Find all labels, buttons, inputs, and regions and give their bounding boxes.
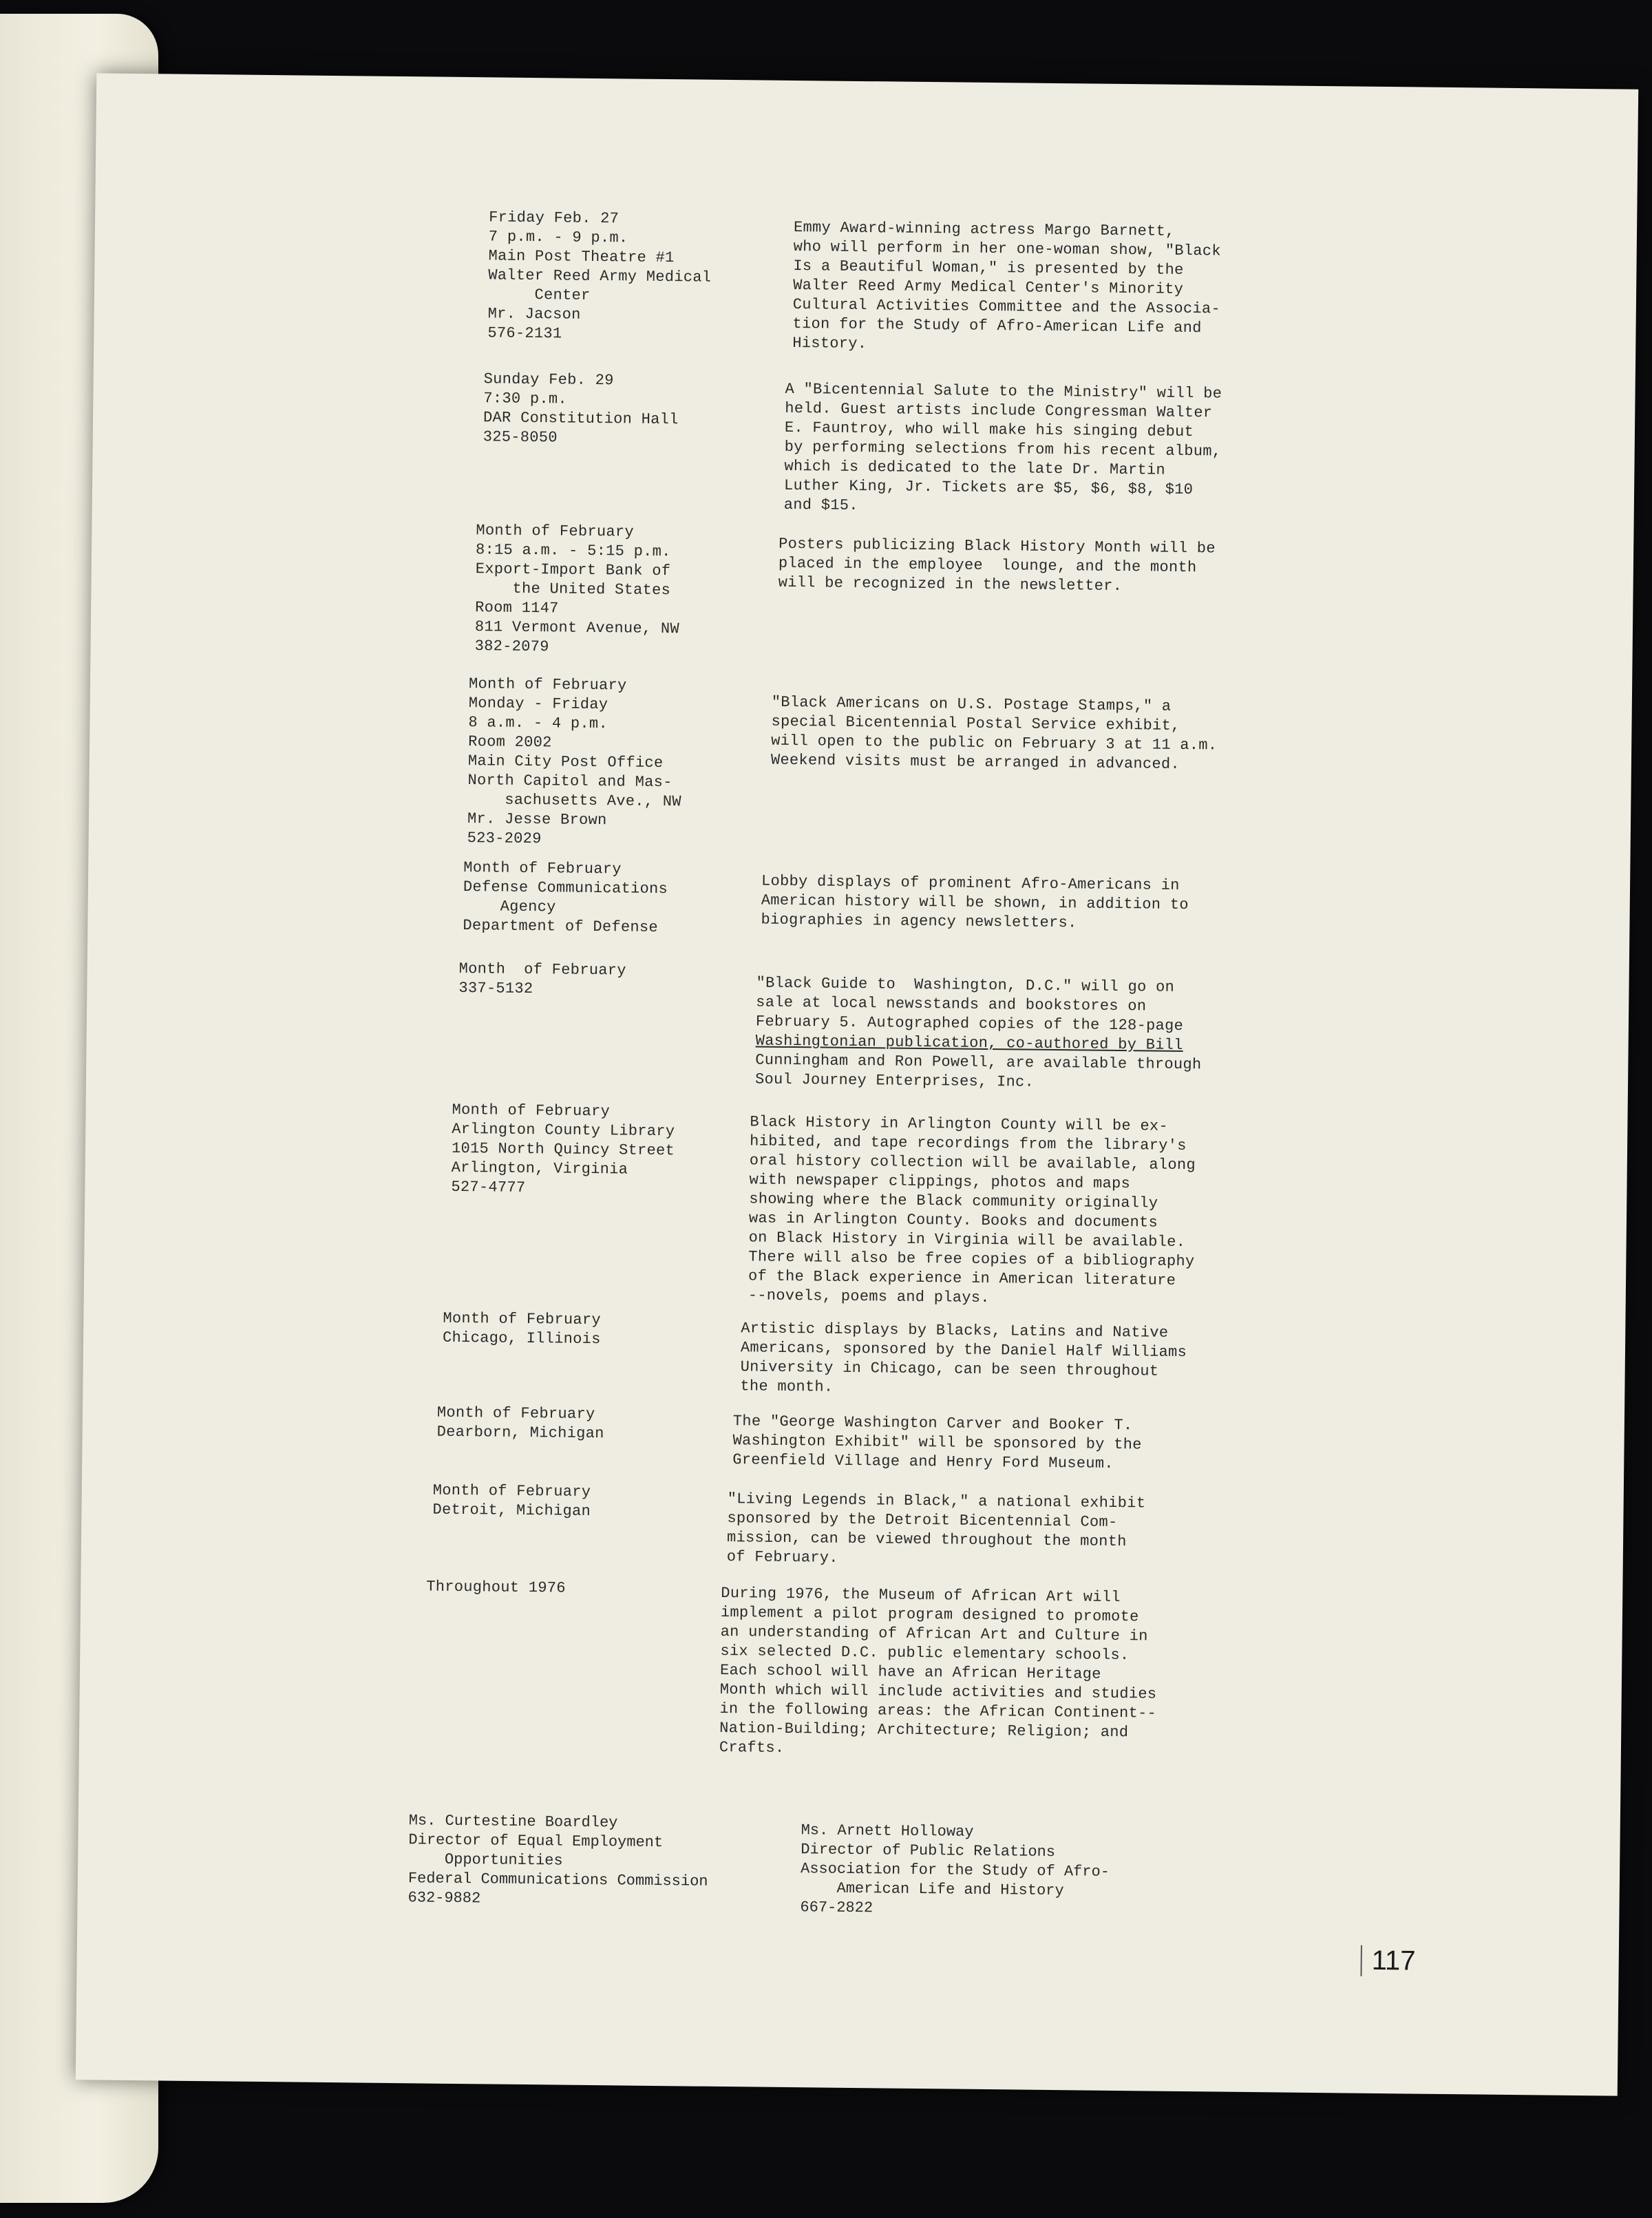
description-line: oral history collection will be available, along	[749, 1152, 1196, 1174]
description-line: who will perform in her one-woman show, "Black	[793, 237, 1221, 260]
description-line: Emmy Award-winning actress Margo Barnett,	[793, 218, 1175, 240]
description-line: Americans, sponsored by the Daniel Half Williams	[740, 1339, 1187, 1362]
event-description	[732, 1412, 1256, 1475]
description-line: During 1976, the Museum of African Art will	[721, 1584, 1121, 1607]
description-line: was in Arlington County. Books and documents	[748, 1210, 1158, 1232]
description-line: Is a Beautiful Woman," is presented by the	[793, 257, 1184, 279]
description-line: showing where the Black community originally	[749, 1190, 1158, 1212]
description-line: Lobby displays of prominent Afro-Americans in	[761, 872, 1180, 894]
description-line: February 5. Autographed copies of the 128-page	[755, 1013, 1184, 1035]
description-line: There will also be free copies of a bibliography	[748, 1248, 1195, 1271]
event-details: Friday Feb. 27 7 p.m. - 9 p.m. Main Post Theatre #1 Walter Reed Army Medical Center Mr. Jacson 576-2131	[487, 209, 712, 343]
page-number: 117	[1360, 1945, 1415, 1977]
description-line: will be recognized in the newsletter.	[778, 573, 1123, 595]
description-line: The "George Washington Carver and Booker T.	[732, 1413, 1133, 1435]
description-line: special Bicentennial Postal Service exhibit,	[771, 712, 1180, 735]
description-line: Greenfield Village and Henry Ford Museum.	[732, 1451, 1114, 1472]
description-line: "Black Americans on U.S. Postage Stamps," a	[771, 693, 1172, 715]
event-details: Month of February Arlington County Library 1015 North Quincy Street Arlington, Virginia 527-4777	[451, 1101, 675, 1196]
event-details: Month of February 337-5132	[458, 960, 626, 998]
description-line: E. Fauntroy, who will make his singing debut	[784, 419, 1194, 441]
description-line: biographies in agency newsletters.	[761, 911, 1077, 932]
description-line: History.	[792, 334, 867, 353]
description-line: by performing selections from his recent album,	[784, 438, 1222, 461]
description-line: University in Chicago, can be seen throughout	[740, 1358, 1159, 1380]
contact-block: Ms. Curtestine Boardley Director of Equal Employment Opportunities Federal Communications Commission 632-9882	[407, 1812, 708, 1908]
event-description	[719, 1584, 1245, 1763]
event-description	[755, 973, 1280, 1095]
description-line: Cultural Activities Committee and the Associa-	[792, 295, 1221, 318]
description-line: "Black Guide to Washington, D.C." will go on	[756, 974, 1175, 996]
description-line: an understanding of African Art and Culture in	[720, 1623, 1148, 1645]
description-line: Luther King, Jr. Tickets are $5, $6, $8, $10	[783, 476, 1194, 499]
description-line: Soul Journey Enterprises, Inc.	[754, 1070, 1035, 1091]
description-line: "Living Legends in Black," a national exhibit	[727, 1490, 1146, 1512]
event-description	[784, 380, 1309, 520]
event-details: Throughout 1976	[426, 1578, 566, 1597]
description-line: six selected D.C. public elementary schools.	[720, 1642, 1130, 1665]
description-line: mission, can be viewed throughout the month	[726, 1529, 1127, 1551]
description-line: which is dedicated to the late Dr. Martin	[784, 457, 1166, 479]
event-description	[727, 1490, 1251, 1572]
description-line: hibited, and tape recordings from the library's	[749, 1132, 1187, 1155]
event-description	[761, 872, 1284, 936]
description-line: with newspaper clippings, photos and maps	[749, 1171, 1131, 1193]
document-page	[76, 73, 1638, 2095]
description-line: Crafts.	[719, 1738, 785, 1757]
description-line: Walter Reed Army Medical Center's Minority	[793, 276, 1184, 298]
event-details: Month of February Defense Communications Agency Department of Defense	[463, 858, 668, 936]
description-line: Nation-Building; Architecture; Religion; and	[719, 1719, 1129, 1742]
event-details: Month of February 8:15 a.m. - 5:15 p.m. Export-Import Bank of the United States Room 1147 811 Vermont Avenue, NW 382-2079	[474, 522, 680, 656]
description-line: Cunningham and Ron Powell, are available through	[755, 1051, 1202, 1074]
event-entry	[96, 73, 1638, 353]
description-line: sponsored by the Detroit Bicentennial Com-	[727, 1510, 1118, 1531]
event-details: Month of February Dearborn, Michigan	[436, 1404, 604, 1443]
event-description	[778, 535, 1302, 598]
event-description	[748, 1112, 1273, 1311]
description-line: on Black History in Virginia will be available.	[748, 1229, 1186, 1251]
description-line: of the Black experience in American literature	[748, 1267, 1176, 1289]
description-line: the month.	[740, 1377, 834, 1396]
description-line: Month which will include activities and studies	[719, 1680, 1157, 1703]
contact-block: Ms. Arnett Holloway Director of Public Relations Association for the Study of Afro- American Life and History 667-2822	[800, 1821, 1110, 1917]
description-line: in the following areas: the African Continent--	[719, 1700, 1157, 1722]
description-line: sale at local newsstands and bookstores on	[756, 993, 1147, 1015]
event-description	[740, 1319, 1264, 1402]
description-line: placed in the employee lounge, and the month	[778, 554, 1197, 577]
description-line: Each school will have an African Heritage	[719, 1661, 1101, 1683]
event-details: Sunday Feb. 29 7:30 p.m. DAR Constitution Hall 325-8050	[483, 370, 679, 447]
event-description	[771, 693, 1295, 776]
event-details: Month of February Chicago, Illinois	[442, 1309, 602, 1349]
description-line: Weekend visits must be arranged in advanced.	[770, 751, 1180, 773]
description-line: American history will be shown, in addition to	[761, 891, 1189, 914]
description-line: will open to the public on February 3 at 11 a.m.	[771, 732, 1218, 754]
description-line: implement a pilot program designed to promote	[720, 1603, 1139, 1626]
description-line: Washington Exhibit" will be sponsored by the	[732, 1432, 1142, 1454]
description-line: and $15.	[783, 496, 858, 514]
event-details: Month of February Detroit, Michigan	[432, 1481, 591, 1520]
description-line: --novels, poems and plays.	[748, 1287, 990, 1307]
event-description	[792, 218, 1317, 359]
description-line: Black History in Arlington County will be ex-	[750, 1113, 1169, 1135]
event-details: Month of February Monday - Friday 8 a.m. - 4 p.m. Room 2002 Main City Post Office North Capitol and Mas- sachusetts Ave., NW Mr. Jesse Brown 523-2029	[467, 675, 681, 848]
description-line: Artistic displays by Blacks, Latins and Native	[741, 1320, 1169, 1342]
description-line: tion for the Study of Afro-American Life and	[792, 315, 1202, 337]
description-line: of February.	[726, 1548, 838, 1567]
description-line: A "Bicentennial Salute to the Ministry" will be	[785, 380, 1222, 403]
description-line: Washingtonian publication, co-authored by Bill	[755, 1032, 1183, 1054]
description-line: held. Guest artists include Congressman Walter	[785, 399, 1213, 422]
description-line: Posters publicizing Black History Month will be	[779, 535, 1216, 558]
